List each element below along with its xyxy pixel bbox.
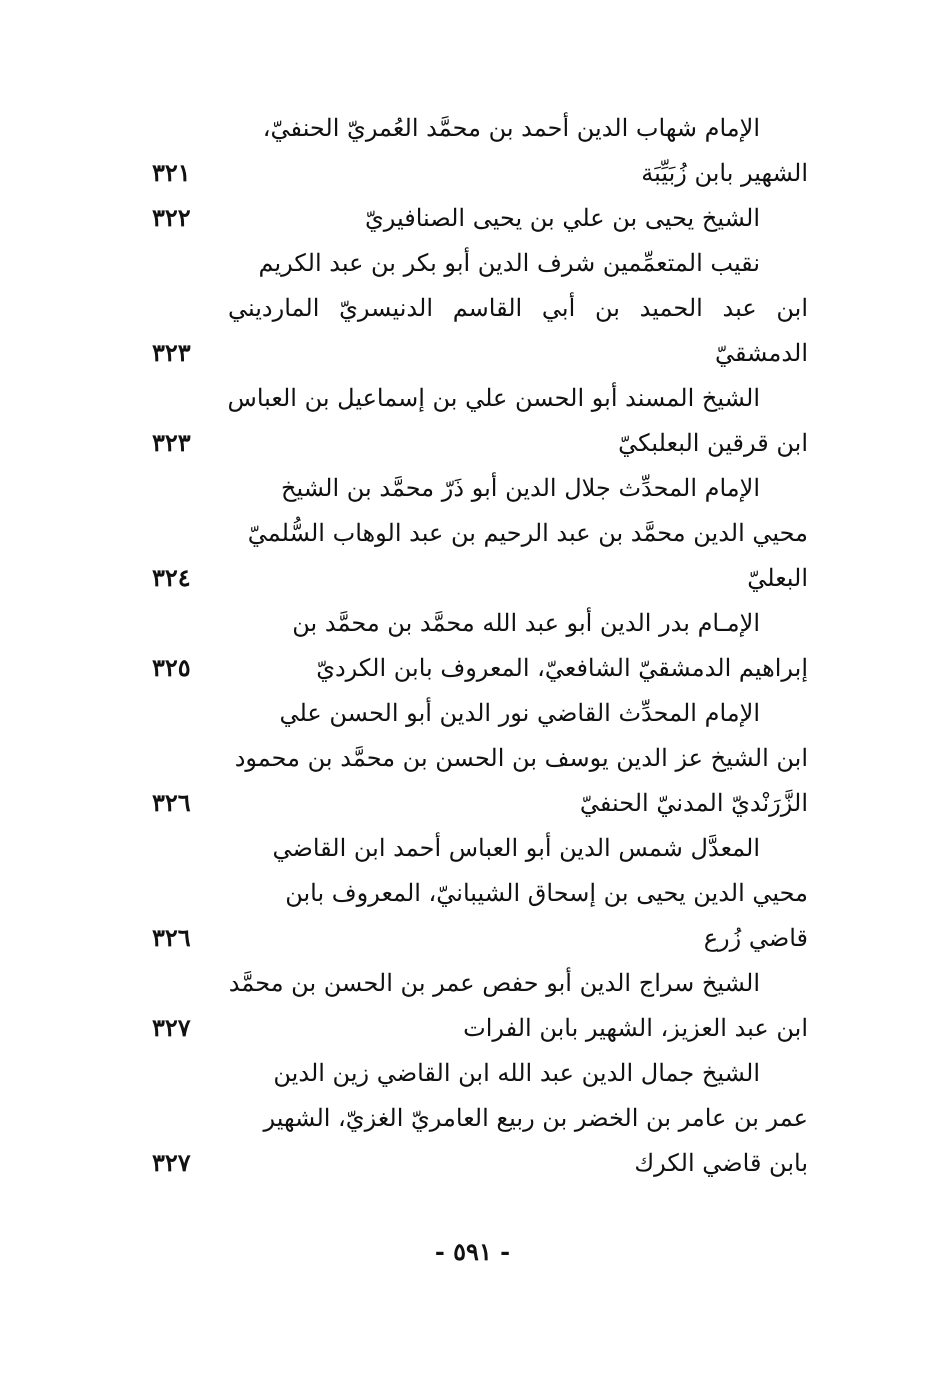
entry-line: الشيخ المسند أبو الحسن علي بن إسماعيل بن العباس	[227, 384, 760, 412]
entry-page-number: ٣٢١	[152, 158, 191, 187]
entry-line: إبراهيم الدمشقيّ الشافعيّ، المعروف بابن الكرديّ	[316, 654, 808, 682]
entry-line: الدمشقيّ	[715, 339, 808, 367]
entry-page-number: ٣٢٣	[152, 338, 191, 367]
entry-line: الإمـام بدر الدين أبو عبد الله محمَّد بن محمَّد بن	[292, 609, 760, 637]
entry-line: ابن الشيخ عز الدين يوسف بن الحسن بن محمَّد بن محمود	[234, 744, 808, 772]
entry-page-number: ٣٢٧	[152, 1148, 191, 1177]
entry-line: نقيب المتعمِّمين شرف الدين أبو بكر بن عبد الكريم	[258, 249, 760, 277]
entry-page-number: ٣٢٥	[152, 653, 191, 682]
entry-line: ابن عبد العزيز، الشهير بابن الفرات	[463, 1014, 808, 1042]
entry-line: الإمام المحدِّث القاضي نور الدين أبو الحسن علي	[279, 699, 760, 727]
entry-line: الشهير بابن زُبَيِّبَة	[641, 159, 808, 187]
entry-line: ابن قرقين البعلبكيّ	[618, 429, 808, 457]
entry-page-number: ٣٢٧	[152, 1013, 191, 1042]
entry-line: الشيخ سراج الدين أبو حفص عمر بن الحسن بن محمَّد	[228, 969, 760, 997]
entry-page-number: ٣٢٦	[152, 923, 191, 952]
entry-line: البعليّ	[747, 564, 808, 592]
entry-line: الإمام المحدِّث جلال الدين أبو ذَرّ محمَّد بن الشيخ	[281, 474, 760, 502]
entry-line: عمر بن عامر بن الخضر بن ربيع العامريّ الغزيّ، الشهير	[263, 1104, 808, 1132]
entry-page-number: ٣٢٦	[152, 788, 191, 817]
entry-line: محيي الدين يحيى بن إسحاق الشيبانيّ، المعروف بابن	[285, 879, 808, 907]
entry-page-number: ٣٢٣	[152, 428, 191, 457]
entry-line: الشيخ يحيى بن علي بن يحيى الصنافيريّ	[365, 204, 760, 232]
entry-line: الإمام شهاب الدين أحمد بن محمَّد العُمريّ الحنفيّ،	[262, 114, 760, 142]
entry-line: الشيخ جمال الدين عبد الله ابن القاضي زين الدين	[273, 1059, 760, 1087]
entry-page-number: ٣٢٢	[152, 203, 191, 232]
entry-line: قاضي زُرع	[703, 924, 808, 952]
entry-page-number: ٣٢٤	[152, 563, 191, 592]
entry-line: ابن عبد الحميد بن أبي القاسم الدنيسريّ المارديني	[228, 294, 808, 322]
entry-line: محيي الدين محمَّد بن عبد الرحيم بن عبد الوهاب السُّلميّ	[247, 519, 808, 547]
entry-line: المعدَّل شمس الدين أبو العباس أحمد ابن القاضي	[272, 834, 760, 862]
entry-line: بابن قاضي الكرك	[634, 1149, 808, 1177]
entry-line: الزَّرَنْديّ المدنيّ الحنفيّ	[579, 789, 808, 817]
page-number: - ٥٩١ -	[434, 1237, 511, 1266]
